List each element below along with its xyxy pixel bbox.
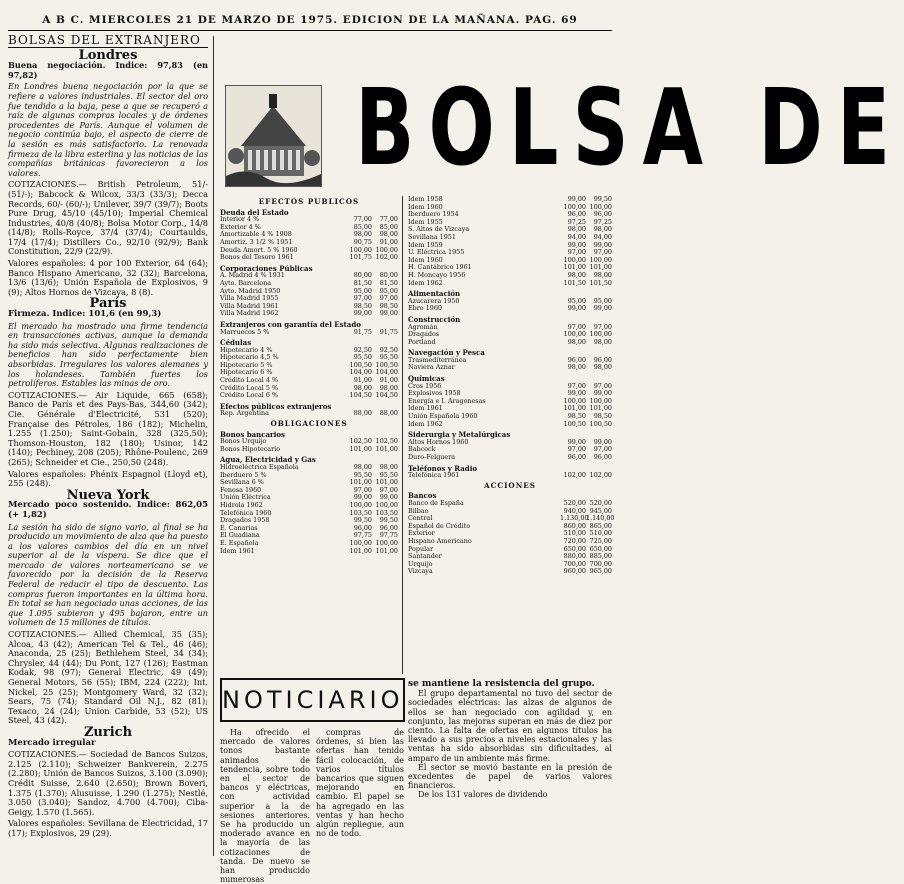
quote-prev: 102,50: [349, 437, 372, 446]
quote-name: Crédito Local 5 %: [220, 383, 279, 392]
table-section-heading: EFECTOS PUBLICOS: [258, 197, 360, 206]
foreign-markets-column: [8, 33, 208, 856]
quote-current: 97,75: [379, 531, 398, 540]
column-rule: [213, 36, 214, 856]
quote-prev: 98,00: [567, 270, 586, 279]
quote-name: Telefónica 1961: [408, 471, 460, 480]
quote-row: [408, 364, 612, 372]
quote-name: Idem 1962: [408, 278, 443, 287]
quote-name: Agromán: [408, 322, 438, 331]
quote-current: 100,00: [375, 245, 398, 254]
quote-prev: 100,00: [349, 500, 372, 509]
quote-name: Ayto. Barcelona: [220, 278, 272, 287]
quote-name: Idem 1960: [408, 255, 443, 264]
quote-current: 100,00: [589, 202, 612, 211]
quote-name: Idem 1960: [408, 202, 443, 211]
quote-name: Marruecos 5 %: [220, 327, 270, 336]
quote-current: 104,50: [375, 391, 398, 400]
quote-name: Deuda Amort. 5 % 1960: [220, 245, 298, 254]
quote-current: 92,50: [379, 345, 398, 354]
quote-current: 99,00: [593, 389, 612, 398]
quote-prev: 100,00: [349, 245, 372, 254]
ny-para: La sesión ha sido de signo vario, al final se ha producido un movimiento de alza que ha puesto a los valores cambios del día en un nivel superior al de la víspera. Se dice que el mercado de valores norteamericano se ve favorecido por la decisión de la Reserva Federal de reducir el tipo de descuento. Las compras fueron importantes en la última hora. En total se han negociado unas acciones, de las que 1.095 subieron y 495 bajaron, entre un volumen de 15 millones de títulos.: [8, 521, 208, 628]
paris-para: El mercado ha mostrado una firme tendencia en transacciones activas, aunque la demanda ha sido más selectiva. Algunas realizaciones de beneficios han sido perfectamente bien absorbidas. Irregulares los valores alemanes y los holandeses. También fuertes los petrolíferos. Estables las minas de oro.: [8, 320, 208, 389]
quote-name: Babcock: [408, 445, 436, 454]
quote-current: 520,00: [589, 498, 612, 507]
quote-name: E. Canarias: [220, 523, 258, 532]
quote-name: Duro-Felguera: [408, 453, 456, 461]
paris-quotes: COTIZACIONES.— Air Liquide, 665 (658); Banco de París et des Pays-Bas, 344,60 (342); Cie. Générale d'Electricité, 531 (520); Française des Pétroles, 186 (182); Michelin, 1.255 (1.250); Saint-Gobain, 328 (325,50); Thomson-Houston, 182 (180); Usinor, 142 (140); Pechiney, 208 (205); Rhône-Poulenc, 269 (265); Schneider et Cie., 250,50 (248).: [8, 389, 208, 467]
quote-prev: 101,00: [349, 444, 372, 453]
quote-current: 101,50: [589, 278, 612, 287]
quote-current: 97,00: [593, 381, 612, 390]
quote-name: Urquijo: [408, 559, 433, 568]
city-heading-ny: Nueva York: [66, 487, 150, 503]
table-section-heading: Alimentación: [408, 289, 461, 299]
quote-prev: 96,00: [567, 210, 586, 219]
quote-prev: 95,00: [567, 296, 586, 305]
quote-current: 99,00: [593, 437, 612, 446]
quote-name: Trasmediterránea: [408, 355, 467, 364]
noticiario-col-a: Ha ofrecido el mercado de valores tonos bastante animados de tendencia, sobre todo en el sector de bancos y eléctricas, con actividad superior a la de sesiones anteriores. Se ha producido un moderado avance en la mayoría de las cotizaciones de tanda. De nuevo se han producido numerosas: [220, 728, 310, 884]
quote-name: Rep. Argentina: [220, 409, 269, 418]
quote-prev: 100,50: [349, 360, 372, 369]
quote-prev: 88,00: [353, 409, 372, 418]
quote-prev: 100,00: [349, 538, 372, 547]
quote-prev: 97,75: [353, 531, 372, 540]
zurich-index: Mercado irregular: [8, 737, 96, 748]
quote-name: Villa Madrid 1962: [220, 309, 279, 318]
right-para-1: El grupo departamental no tuvo del sector de sociedades eléctricas: las alzas de algunos de ellos se han negociado con agilidad y, en conjunto, las mejoras superan en más de diez por ciento. La falta de ofertas en algunos títulos ha llevado a sus precios a niveles estacionales y las ventas ha sido absorbidas sin dificultades, al amparo de un ambiente más firme.: [408, 689, 612, 763]
quote-name: Dragados 1958: [220, 516, 270, 525]
quote-current: 99,00: [593, 304, 612, 313]
quote-prev: 80,00: [353, 271, 372, 280]
quote-current: 101,00: [375, 546, 398, 555]
quote-name: Explosivos 1958: [408, 389, 461, 398]
quotes-table-right: [408, 195, 615, 576]
quotes-table-left: [220, 196, 398, 555]
quote-prev: 90,75: [353, 237, 372, 246]
right-para-2: El sector se movió bastante en la presión de excedentes de papel de varios valores financieros.: [408, 762, 612, 791]
quote-prev: 98,50: [567, 412, 586, 421]
quote-current: 510,00: [589, 529, 612, 538]
quote-current: 101,00: [375, 478, 398, 487]
quote-current: 100,50: [589, 419, 612, 428]
quote-name: Bonos Hipotecario: [220, 444, 281, 453]
quote-name: Fenosa 1960: [220, 485, 262, 494]
table-section-heading: Bancos: [408, 491, 437, 501]
quote-name: Amortiz. 3 1/2 % 1951: [220, 237, 293, 246]
quote-name: Azucarera 1950: [408, 296, 460, 305]
quote-current: 100,00: [375, 500, 398, 509]
quote-name: A. Madrid 4 % 1931: [220, 271, 285, 280]
quote-name: Bonos Urquijo: [220, 437, 267, 446]
table-section-heading: Bonos bancarios: [220, 429, 285, 439]
quote-name: Hipotecario 6 %: [220, 368, 273, 377]
quote-prev: 98,00: [567, 225, 586, 234]
quote-name: Crédito Local 4 %: [220, 376, 279, 385]
quote-prev: 81,50: [353, 278, 372, 287]
quote-row: [220, 310, 398, 318]
quote-prev: 99,00: [567, 240, 586, 249]
table-section-heading: Construcción: [408, 314, 461, 324]
quote-prev: 510,00: [563, 529, 586, 538]
quote-prev: 96,00: [567, 355, 586, 364]
quote-current: 1.140,00: [586, 514, 615, 523]
quote-name: Energía e I. Aragonesas: [408, 396, 486, 405]
quote-name: Sevillana 1951: [408, 232, 456, 241]
quote-name: Hipotecario 4 %: [220, 345, 273, 354]
quote-prev: 98,00: [353, 230, 372, 239]
quote-current: 98,00: [379, 383, 398, 392]
table-section-heading: Corporaciones Públicas: [220, 263, 313, 273]
quote-name: El Guadiana: [220, 531, 260, 540]
noticiario-title: NOTICIARIO: [220, 678, 405, 722]
quote-current: 885,00: [589, 552, 612, 561]
quote-prev: 940,00: [563, 506, 586, 515]
quote-current: 104,00: [375, 368, 398, 377]
quote-prev: 85,00: [353, 222, 372, 231]
quote-current: 100,00: [589, 396, 612, 405]
quote-name: Idem 1958: [408, 195, 443, 203]
quote-name: Amortizable 4 % 1908: [220, 230, 292, 239]
quote-prev: 100,00: [563, 202, 586, 211]
quote-prev: 95,00: [353, 286, 372, 295]
quote-name: Unión Española 1960: [408, 412, 478, 421]
quote-row: [220, 410, 398, 418]
quote-prev: 96,00: [567, 453, 586, 461]
quote-current: 97,00: [593, 445, 612, 454]
quote-name: Telefónica 1960: [220, 508, 272, 517]
quote-prev: 95,50: [353, 470, 372, 479]
quote-name: Altos Hornos 1960: [408, 437, 469, 446]
quote-name: H. Moncayo 1956: [408, 270, 466, 279]
quote-name: Popular: [408, 544, 434, 553]
quote-prev: 99,00: [353, 309, 372, 318]
quote-prev: 99,00: [567, 195, 586, 203]
quote-prev: 101,50: [563, 278, 586, 287]
noticiario-right: [408, 680, 612, 800]
quote-current: 95,50: [379, 470, 398, 479]
quote-prev: 96,00: [353, 523, 372, 532]
ny-quotes: COTIZACIONES.— Allied Chemical, 35 (35); Alcoa, 43 (42); American Tel & Tel., 46 (46); Anaconda, 25 (25); Bethlehem Steel, 34 (34); Chrysler, 44 (44); Du Pont, 127 (126); Eastman Kodak, 98 (97); General Electric, 49 (49); General Motors, 56 (55); IBM, 224 (222); Int. Nickel, 25 (25); Montgomery Ward, 32 (32); Sears, 75 (74); Standard Oil N.J., 82 (81); Texaco, 24 (24); Union Carbide, 53 (52); US Steel, 43 (42).: [8, 629, 208, 726]
quote-prev: 98,00: [353, 463, 372, 471]
right-para-3: De los 131 valores de dividendo: [418, 790, 548, 800]
quote-row: [220, 446, 398, 454]
quote-prev: 97,00: [567, 381, 586, 390]
quote-prev: 91,00: [353, 376, 372, 385]
quote-name: Dragados: [408, 330, 440, 339]
quote-prev: 97,25: [567, 217, 586, 226]
quote-name: S. Altos de Vizcaya: [408, 225, 470, 234]
table-section-heading: Navegación y Pesca: [408, 348, 485, 358]
quote-current: 700,00: [589, 559, 612, 568]
quote-current: 96,00: [593, 453, 612, 461]
zurich-quotes: COTIZACIONES.— Sociedad de Bancos Suizos, 2.125 (2.110); Schweizer Bankverein, 2.275 (2.280); Unión de Bancos Suizos, 3.100 (3.090); Crédit Suisse, 2.640 (2.650); Brown Boveri, 1.375 (1.370); Alusuisse, 1.290 (1.275); Nestlé, 3.050 (3.040); Sandoz, 4.700 (4.700); Ciba-Geigy, 1.570 (1.565).: [8, 749, 208, 817]
london-spanish: Valores españoles: 4 por 100 Exterior, 64 (64); Banco Hispano Americano, 32 (32); Barcelona, 13/6 (13/6); Unión Española de Explosivos, 9 (9); Altos Hornos de Vizcaya, 8 (8).: [8, 258, 208, 297]
quote-prev: 720,00: [563, 536, 586, 545]
quote-row: [220, 548, 398, 556]
quote-current: 102,00: [589, 471, 612, 480]
quote-current: 97,00: [379, 485, 398, 494]
quote-prev: 100,00: [563, 255, 586, 264]
quote-prev: 98,00: [353, 383, 372, 392]
quote-prev: 98,00: [567, 363, 586, 372]
quote-current: 98,00: [379, 230, 398, 239]
quote-current: 98,50: [379, 301, 398, 310]
quote-current: 97,00: [593, 248, 612, 257]
quote-name: Idem 1961: [220, 546, 255, 555]
table-section-heading: Cédulas: [220, 338, 252, 348]
quote-current: 100,00: [589, 255, 612, 264]
quote-row: [408, 339, 612, 347]
quote-prev: 700,00: [563, 559, 586, 568]
quote-name: Idem 1955: [408, 217, 443, 226]
quote-name: Unión Eléctrica: [220, 493, 271, 502]
quote-prev: 520,00: [563, 498, 586, 507]
quote-prev: 101,75: [349, 253, 372, 262]
quote-prev: 104,00: [349, 368, 372, 377]
quote-prev: 880,00: [563, 552, 586, 561]
table-section-heading: Extranjeros con garantía del Estado: [220, 319, 361, 329]
quote-name: Villa Madrid 1955: [220, 294, 279, 303]
quote-prev: 101,00: [563, 263, 586, 272]
quote-prev: 97,00: [353, 485, 372, 494]
quote-current: 77,00: [379, 215, 398, 224]
paris-spanish: Valores españoles: Phénix Espagnol (Lloyd et), 255 (248).: [8, 468, 208, 489]
quote-prev: 860,00: [563, 521, 586, 530]
quote-prev: 100,50: [563, 419, 586, 428]
quote-name: Banco de España: [408, 498, 464, 507]
quote-prev: 100,00: [563, 396, 586, 405]
quote-name: Español de Crédito: [408, 521, 471, 530]
ny-index: Mercado poco sostenido. Indice: 862,05 (+ 1,82): [8, 500, 208, 520]
paris-index: Firmeza. Indice: 101,6 (en 99,3): [8, 309, 162, 320]
quote-current: 81,50: [379, 278, 398, 287]
quote-row: [220, 254, 398, 262]
quote-prev: 91,75: [353, 327, 372, 336]
city-heading-paris: París: [89, 296, 127, 312]
quote-row: [408, 305, 612, 313]
quote-prev: 104,50: [349, 391, 372, 400]
quote-name: Hipotecario 4,5 %: [220, 353, 279, 362]
quote-current: 88,00: [379, 409, 398, 418]
quote-prev: 101,00: [349, 546, 372, 555]
quote-row: [408, 421, 612, 429]
quote-prev: 97,00: [567, 322, 586, 331]
section-title: BOLSAS DEL EXTRANJERO: [8, 36, 208, 48]
quote-prev: 99,00: [567, 389, 586, 398]
quote-name: Hidroeléctrica Española: [220, 463, 299, 471]
quote-current: 94,00: [593, 232, 612, 241]
quote-current: 80,00: [379, 271, 398, 280]
quote-current: 95,50: [379, 353, 398, 362]
table-section-heading: Agua, Electricidad y Gas: [220, 455, 316, 465]
quote-prev: 99,00: [353, 493, 372, 502]
quote-name: Iberduero 5 %: [220, 470, 267, 479]
table-section-heading: Deuda del Estado: [220, 207, 289, 217]
quote-current: 96,00: [379, 523, 398, 532]
quote-name: Exterior: [408, 529, 435, 538]
table-section-heading: ACCIONES: [484, 480, 536, 490]
quote-prev: 960,00: [563, 567, 586, 576]
quote-current: 98,00: [379, 463, 398, 471]
quote-prev: 95,50: [353, 353, 372, 362]
table-section-heading: Siderurgia y Metalúrgicas: [408, 430, 511, 440]
quote-prev: 99,50: [353, 516, 372, 525]
quote-name: Santander: [408, 552, 442, 561]
quote-name: Naviera Aznar: [408, 363, 455, 372]
quote-row: [220, 329, 398, 337]
quote-current: 85,00: [379, 222, 398, 231]
quote-current: 100,50: [375, 360, 398, 369]
quote-name: Bonos del Tesoro 1961: [220, 253, 294, 262]
quote-current: 99,00: [379, 309, 398, 318]
quote-prev: 94,00: [567, 232, 586, 241]
page-header: A B C. MIERCOLES 21 DE MARZO DE 1975. EDICION DE LA MAÑANA. PAG. 69: [8, 14, 612, 31]
quote-name: Sevillana 6 %: [220, 478, 264, 487]
table-section-heading: OBLIGACIONES: [270, 419, 348, 429]
quote-name: Ebro 1960: [408, 304, 442, 313]
quote-name: Vizcaya: [408, 567, 433, 576]
london-quotes: COTIZACIONES.— British Petroleum, 51/- (51/-); Babcock & Wilcox, 33/3 (33/3); Decca Records, 60/- (60/-); Unilever, 39/7 (39/7); Boots Pure Drug, 45/10 (45/10); Imperial Chemical Industries, 40/8 (40/8); Bolsa Motor Corp., 14/8 (14/8); Rolls-Royce, 37/4 (37/4); Courtaulds, 17/4 (17/4); Distillers Co., 92/10 (92/9); Bank Constitution, 22/9 (22/9).: [8, 179, 208, 257]
quote-current: 99,50: [593, 195, 612, 203]
quote-current: 99,00: [379, 493, 398, 502]
quote-name: Villa Madrid 1961: [220, 301, 279, 310]
quote-name: Hidrola 1962: [220, 500, 263, 509]
masthead-title: BOLSA DE: [355, 68, 904, 190]
quote-name: Idem 1962: [408, 419, 443, 428]
bolsa-building-logo: [225, 85, 322, 187]
london-para: En Londres buena negociación por la que se refiere a valores industriales. El sector del oro fue tendido a la baja, pese a que se recuperó a raíz de algunas compras locales y de órdenes procedentes de París. Aunque el volumen de negocio continúa bajo, el aspecto de cierre de la sesión es más satisfactorio. La renovada firmeza de la libra esterlina y las noticias de las compañías británicas favorecieron a los valores.: [8, 81, 208, 178]
quote-current: 103,50: [375, 508, 398, 517]
quote-name: Bilbao: [408, 506, 429, 515]
city-heading-zurich: Zurich: [83, 724, 133, 740]
quote-row: [408, 568, 612, 576]
quote-prev: 102,00: [563, 471, 586, 480]
quote-prev: 98,00: [567, 337, 586, 346]
quote-name: E. Española: [220, 538, 259, 547]
quote-prev: 650,00: [563, 544, 586, 553]
quote-current: 91,00: [379, 376, 398, 385]
zurich-spanish: Valores españoles: Sevillana de Electricidad, 17 (17); Explosivos, 29 (29).: [8, 818, 208, 838]
quote-name: Central: [408, 514, 433, 523]
quote-current: 101,00: [375, 444, 398, 453]
quote-current: 100,00: [589, 330, 612, 339]
right-heading: se mantiene la resistencia del grupo.: [408, 679, 595, 689]
noticiario-col-b: compras de órdenes, si bien las ofertas han tenido fácil colocación, de varios títulos bancarios que siguen mejorando en cambio. El papel se ha agregado en las ventas y han hecho algún repliegue, aun no de todo.: [316, 728, 404, 839]
quote-current: 100,00: [375, 538, 398, 547]
quote-prev: 103,50: [349, 508, 372, 517]
quote-prev: 92,50: [353, 345, 372, 354]
quote-name: Hispano Americano: [408, 536, 472, 545]
quote-name: Cros 1956: [408, 381, 442, 390]
quote-name: Crédito Local 6 %: [220, 391, 279, 400]
quote-current: 725,00: [589, 536, 612, 545]
quote-name: Interior 4 %: [220, 215, 260, 224]
quote-prev: 97,00: [567, 445, 586, 454]
quote-current: 101,00: [589, 263, 612, 272]
quote-current: 97,00: [379, 294, 398, 303]
quote-current: 91,00: [379, 237, 398, 246]
quote-prev: 97,00: [567, 248, 586, 257]
quote-current: 98,00: [593, 270, 612, 279]
quote-prev: 77,00: [353, 215, 372, 224]
quote-name: Idem 1959: [408, 240, 443, 249]
quote-current: 97,25: [593, 217, 612, 226]
quote-name: U. Eléctrica 1955: [408, 248, 465, 257]
quote-current: 101,00: [589, 404, 612, 413]
quote-current: 945,00: [589, 506, 612, 515]
quote-prev: 98,50: [353, 301, 372, 310]
quote-prev: 101,00: [349, 478, 372, 487]
quote-current: 98,00: [593, 225, 612, 234]
quote-current: 99,00: [593, 240, 612, 249]
quote-current: 95,00: [593, 296, 612, 305]
quote-current: 865,00: [589, 521, 612, 530]
quote-prev: 99,00: [567, 437, 586, 446]
quote-name: Exterior 4 %: [220, 222, 261, 231]
quote-current: 965,00: [589, 567, 612, 576]
london-index: Buena negociación. Indice: 97,83 (en 97,82): [8, 60, 208, 80]
quote-prev: 97,00: [353, 294, 372, 303]
quote-current: 650,00: [589, 544, 612, 553]
quote-prev: 1.130,00: [560, 514, 589, 523]
quote-row: [220, 392, 398, 400]
quote-name: Iberduero 1954: [408, 210, 459, 219]
quote-current: 98,50: [593, 412, 612, 421]
table-section-heading: Efectos públicos extranjeros: [220, 401, 332, 411]
quote-current: 99,50: [379, 516, 398, 525]
quote-current: 98,00: [593, 363, 612, 372]
quote-current: 91,75: [379, 327, 398, 336]
quote-row: [408, 454, 612, 462]
quote-current: 97,00: [593, 322, 612, 331]
quote-name: Idem 1961: [408, 404, 443, 413]
city-heading-london: Londres: [78, 47, 138, 63]
quote-current: 102,50: [375, 437, 398, 446]
table-section-heading: Químicas: [408, 374, 445, 384]
quote-current: 96,00: [593, 355, 612, 364]
quote-prev: 101,00: [563, 404, 586, 413]
quote-prev: 100,00: [563, 330, 586, 339]
quote-name: Portland: [408, 337, 436, 346]
quote-current: 98,00: [593, 337, 612, 346]
quote-current: 95,00: [379, 286, 398, 295]
quote-name: Hipotecario 5 %: [220, 360, 273, 369]
quote-name: Ayto. Madrid 1950: [220, 286, 281, 295]
quote-current: 96,00: [593, 210, 612, 219]
quote-row: [408, 472, 612, 480]
quote-current: 102,00: [375, 253, 398, 262]
quote-name: H. Cantábrico 1961: [408, 263, 472, 272]
table-divider: [402, 196, 403, 674]
quote-row: [408, 280, 612, 288]
table-section-heading: Teléfonos y Radio: [408, 463, 478, 473]
quote-prev: 99,00: [567, 304, 586, 313]
